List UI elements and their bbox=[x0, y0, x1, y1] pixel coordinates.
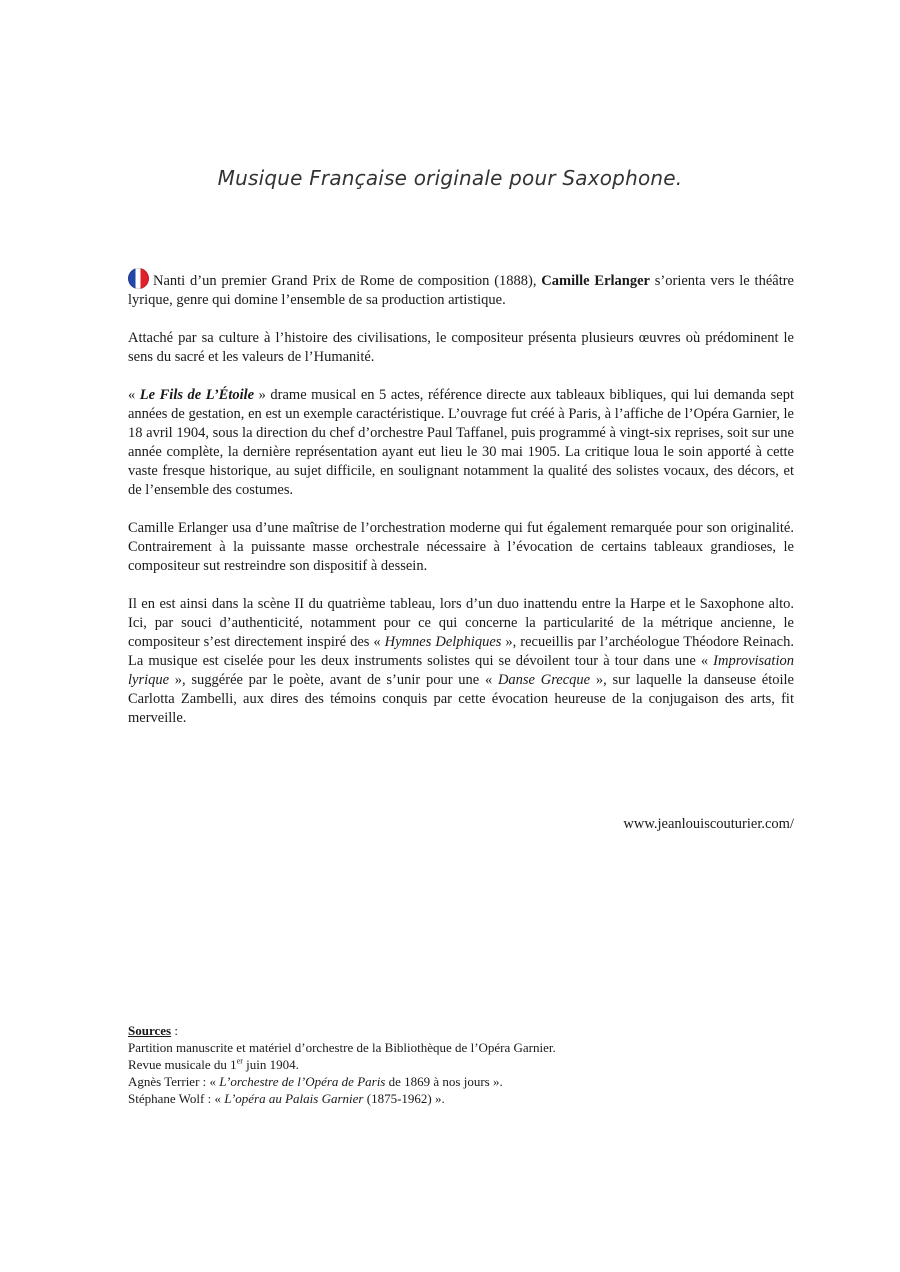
paragraph-fils-de-letoile: « Le Fils de L’Étoile » drame musical en 5 actes, référence directe aux tableaux bibliques, qui lui demanda sept années de gestation, en est un exemple caractéristique. L’ouvrage fut créé à Paris, à l’affiche de l’Opéra Garnier, le 18 avril 1904, sous la direction du chef d’orchestre Paul Taffanel, puis programmé à vingt-six reprises, soit sur une année complète, la dernière représentation ayant eut lieu le 30 mai 1905. La critique loua le soin apporté à cette vaste fresque historique, au sujet difficile, en soulignant notamment la qualité des solistes vocaux, des décors, et de l’ensemble des costumes. bbox=[128, 387, 794, 498]
paragraph-orchestration: Camille Erlanger usa d’une maîtrise de l’orchestration moderne qui fut également remarquée pour son originalité. Contrairement à la puissante masse orchestrale nécessaire à l’évocation de certains tableaux grandioses, le compositeur sut restreindre son dispositif à dessein. bbox=[128, 520, 794, 574]
paragraph-harp-saxophone-duo: Il en est ainsi dans la scène II du quatrième tableau, lors d’un duo inattendu entre la Harpe et le Saxophone alto. Ici, par souci d’authenticité, notamment pour ce qui concerne la particularité de la métrique ancienne, le compositeur s’est directement inspiré des « Hymnes Delphiques », recueillis par l’archéologue Théodore Reinach. La musique est ciselée pour les deux instruments solistes qui se dévoilent tour à tour dans une « Improvisation lyrique », suggérée par le poète, avant de s’unir pour une « Danse Grecque », sur laquelle la danseuse étoile Carlotta Zambelli, aux dires des témoins conquis par cette évocation heureuse de la conjugaison des arts, fit merveille. bbox=[128, 596, 794, 726]
work-title: Le Fils de L’Étoile bbox=[139, 387, 255, 403]
source-item: Agnès Terrier : « L’orchestre de l’Opéra de Paris de 1869 à nos jours ». bbox=[128, 1074, 503, 1089]
paragraph-intro: Nanti d’un premier Grand Prix de Rome de composition (1888), Camille Erlanger s’orienta vers le théâtre lyrique, genre qui domine l’ensemble de sa production artistique. bbox=[128, 268, 794, 310]
paragraph-culture: Attaché par sa culture à l’histoire des civilisations, le compositeur présenta plusieurs œuvres où prédominent le sens du sacré et les valeurs de l’Humanité. bbox=[128, 330, 794, 365]
sources-heading: Sources bbox=[128, 1023, 172, 1038]
article-body bbox=[128, 268, 794, 747]
source-item: Partition manuscrite et matériel d’orchestre de la Bibliothèque de l’Opéra Garnier. bbox=[128, 1040, 556, 1055]
french-flag-icon bbox=[128, 268, 149, 289]
sources-section bbox=[128, 1022, 768, 1107]
source-item: Revue musicale du 1er juin 1904. bbox=[128, 1056, 299, 1072]
source-item: Stéphane Wolf : « L’opéra au Palais Garnier (1875-1962) ». bbox=[128, 1091, 445, 1106]
composer-name: Camille Erlanger bbox=[541, 273, 650, 289]
website-url: www.jeanlouiscouturier.com/ bbox=[623, 816, 794, 832]
page-title: Musique Française originale pour Saxophone. bbox=[217, 166, 683, 190]
sources-heading-line: Sources : bbox=[128, 1023, 178, 1038]
